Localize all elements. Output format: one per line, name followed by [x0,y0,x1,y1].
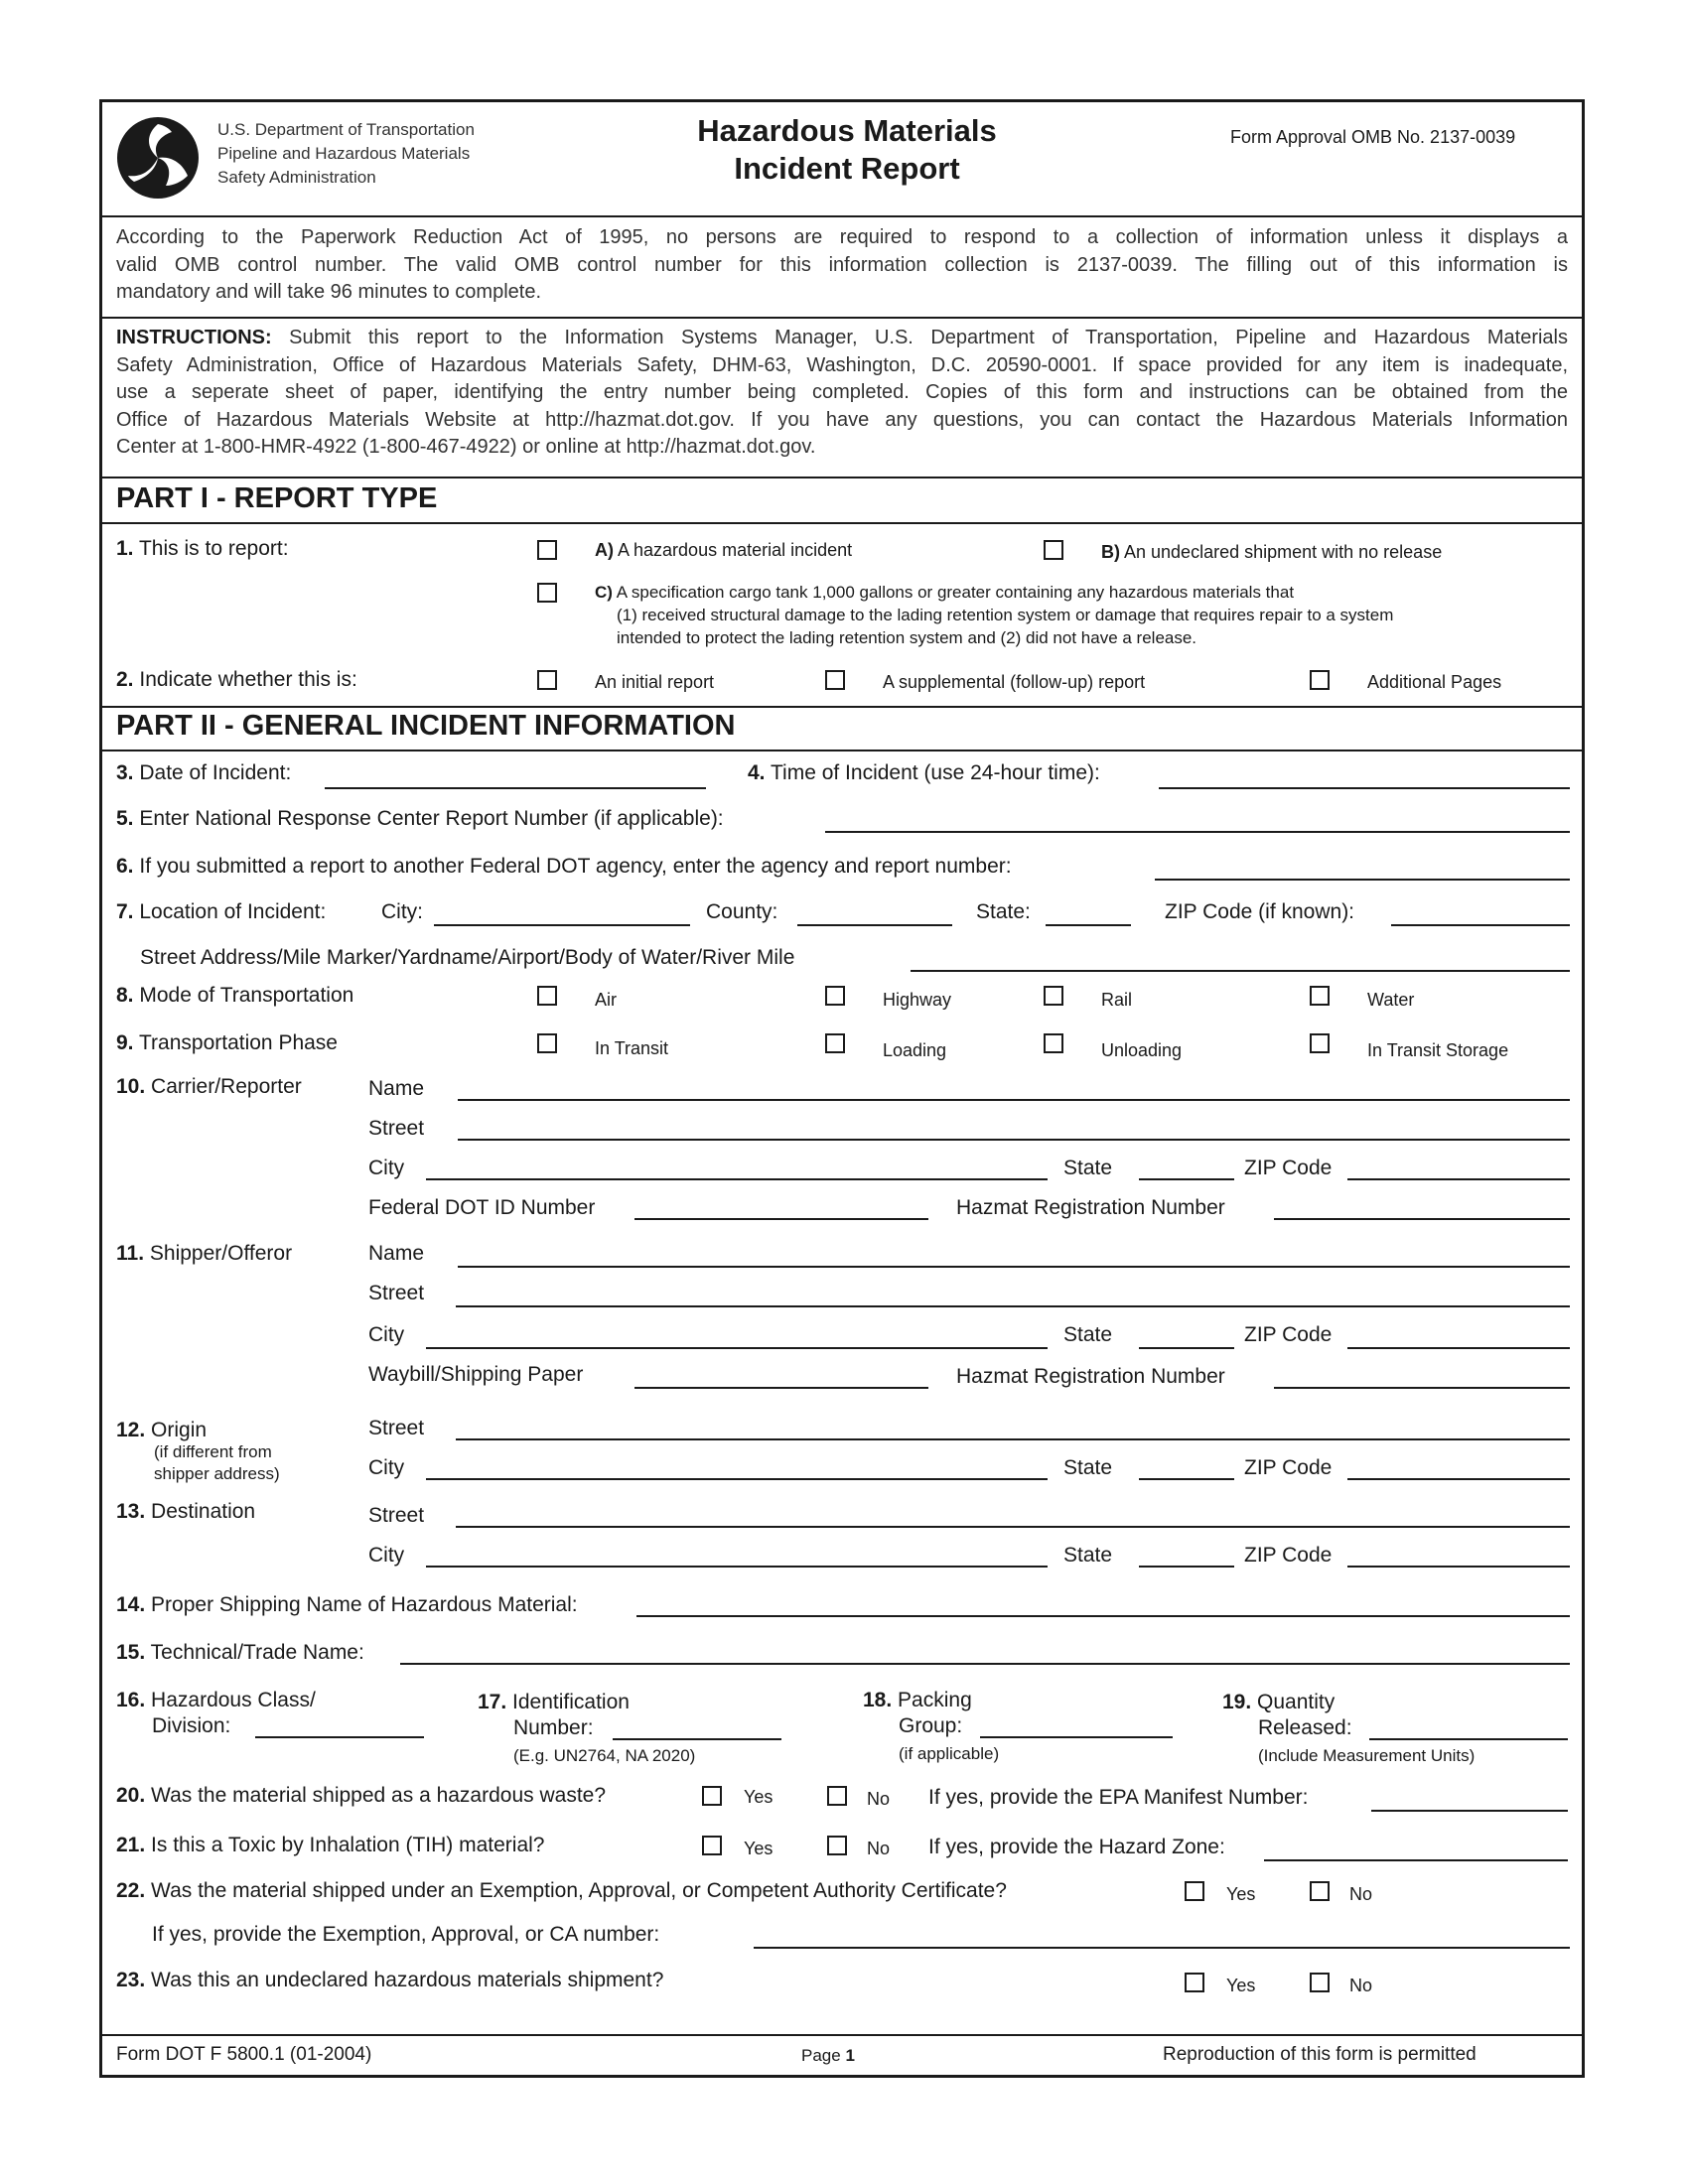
q11-state-label: State [1063,1323,1113,1346]
q21-no-checkbox[interactable] [827,1836,847,1855]
q2-supplemental-checkbox[interactable] [825,670,845,690]
q13-city-input[interactable] [426,1566,1048,1568]
instructions-line-1: Submit this report to the Information Systems Manager, U.S. Department of Transportation, Pipeline and Hazardous Materials [271,327,1568,348]
q9-loading-checkbox[interactable] [825,1033,845,1053]
q9-loading-label: Loading [883,1040,947,1060]
q7-county-input[interactable] [797,924,952,926]
q9-in-transit-checkbox[interactable] [537,1033,557,1053]
q11-hazmat-reg-input[interactable] [1274,1387,1570,1389]
q11-city-label: City [368,1323,405,1346]
q11-label: 11. Shipper/Offeror [116,1242,293,1265]
q6-label: 6. If you submitted a report to another Federal DOT agency, enter the agency and report number: [116,855,1012,878]
q21-hazard-zone-input[interactable] [1264,1859,1568,1861]
q21-no-label: No [867,1839,891,1858]
agency-line-2: Pipeline and Hazardous Materials [217,144,471,163]
q14-shipping-name-input[interactable] [636,1615,1570,1617]
q11-zip-input[interactable] [1347,1347,1570,1349]
q7-label: 7. Location of Incident: [116,900,327,923]
agency-line-1: U.S. Department of Transportation [217,120,475,139]
q7-county-label: County: [706,900,778,923]
q22-exemption-number-input[interactable] [754,1947,1570,1949]
q9-unloading-checkbox[interactable] [1044,1033,1063,1053]
q11-city-input[interactable] [426,1347,1048,1349]
q12-street-input[interactable] [456,1438,1570,1440]
q13-street-input[interactable] [456,1526,1570,1528]
q1-label: 1. This is to report: [116,537,289,560]
q18-label: 18. Packing [863,1689,972,1711]
q12-state-label: State [1063,1456,1113,1479]
q21-followup-label: If yes, provide the Hazard Zone: [928,1836,1225,1858]
q11-waybill-input[interactable] [634,1387,928,1389]
q10-state-label: State [1063,1157,1113,1179]
q9-label: 9. Transportation Phase [116,1031,338,1054]
q10-street-input[interactable] [458,1139,1570,1141]
q19-note: (Include Measurement Units) [1258,1746,1476,1765]
q10-street-label: Street [368,1117,425,1140]
q5-nrc-number-input[interactable] [825,831,1570,833]
q8-highway-label: Highway [883,990,952,1010]
q2-additional-pages-label: Additional Pages [1367,672,1502,692]
q3-label: 3. Date of Incident: [116,761,292,784]
paperwork-line-3: mandatory and will take 96 minutes to complete. [116,281,541,303]
q21-label: 21. Is this a Toxic by Inhalation (TIH) material? [116,1834,545,1856]
divider [102,215,1582,217]
q9-in-transit-storage-checkbox[interactable] [1310,1033,1330,1053]
q20-followup-label: If yes, provide the EPA Manifest Number: [928,1786,1309,1809]
q9-in-transit-storage-label: In Transit Storage [1367,1040,1509,1060]
q9-unloading-label: Unloading [1101,1040,1183,1060]
page-number: Page 1 [801,2046,855,2065]
q2-initial-label: An initial report [595,672,715,692]
q19-quantity-input[interactable] [1369,1738,1568,1740]
q20-no-label: No [867,1789,891,1809]
instructions-line-5: Center at 1-800-HMR-4922 (1-800-467-4922) or online at http://hazmat.dot.gov. [116,436,816,458]
q8-air-label: Air [595,990,617,1010]
q1-option-b-checkbox[interactable] [1044,540,1063,560]
q7-state-label: State: [976,900,1031,923]
q22-label: 22. Was the material shipped under an Exemption, Approval, or Competent Authority Certificate? [116,1879,1007,1902]
divider [102,477,1582,478]
q20-no-checkbox[interactable] [827,1786,847,1806]
q2-label: 2. Indicate whether this is: [116,668,357,691]
q2-supplemental-label: A supplemental (follow-up) report [883,672,1146,692]
q21-yes-label: Yes [744,1839,774,1858]
q8-water-checkbox[interactable] [1310,986,1330,1006]
q7-state-input[interactable] [1046,924,1131,926]
q18-label-line-2: Group: [899,1714,963,1737]
q4-label: 4. Time of Incident (use 24-hour time): [748,761,1100,784]
q1-option-b-label: B) An undeclared shipment with no release [1101,542,1443,562]
q8-rail-label: Rail [1101,990,1133,1010]
q22-yes-checkbox[interactable] [1185,1881,1204,1901]
q19-label: 19. Quantity [1222,1691,1336,1713]
q7-city-input[interactable] [434,924,690,926]
instructions-label: INSTRUCTIONS: [116,327,272,348]
q4-time-input[interactable] [1159,787,1570,789]
q23-yes-checkbox[interactable] [1185,1973,1204,1992]
q18-packing-group-input[interactable] [980,1736,1173,1738]
q23-no-label: No [1349,1976,1373,1995]
divider [102,750,1582,751]
q10-state-input[interactable] [1139,1178,1234,1180]
incident-report-form [99,99,1585,2078]
q20-label: 20. Was the material shipped as a hazardous waste? [116,1784,607,1807]
divider [102,522,1582,524]
q5-label: 5. Enter National Response Center Report Number (if applicable): [116,807,724,830]
divider [102,2034,1582,2036]
divider [102,706,1582,708]
q10-hazmat-reg-input[interactable] [1274,1218,1570,1220]
q8-label: 8. Mode of Transportation [116,984,354,1007]
q8-rail-checkbox[interactable] [1044,986,1063,1006]
q20-epa-manifest-input[interactable] [1371,1810,1568,1812]
q14-label: 14. Proper Shipping Name of Hazardous Material: [116,1593,578,1616]
q8-highway-checkbox[interactable] [825,986,845,1006]
q19-label-line-2: Released: [1258,1716,1352,1739]
q11-street-input[interactable] [456,1305,1570,1307]
q20-yes-label: Yes [744,1787,774,1807]
q7-city-label: City: [381,900,423,923]
q22-no-label: No [1349,1884,1373,1904]
q8-air-checkbox[interactable] [537,986,557,1006]
q11-zip-label: ZIP Code [1244,1323,1333,1346]
q2-initial-checkbox[interactable] [537,670,557,690]
form-title-line-1: Hazardous Materials [697,113,997,148]
q1-option-a-label: A) A hazardous material incident [595,540,853,560]
part1-title: PART I - REPORT TYPE [116,482,438,514]
q16-label-line-2: Division: [152,1714,231,1737]
instructions-line-3: use a seperate sheet of paper, identifying the entry number being completed. Copies of this form and instructions can be obtained from the [116,381,1568,403]
q10-city-input[interactable] [426,1178,1048,1180]
q11-waybill-label: Waybill/Shipping Paper [368,1363,584,1386]
q15-trade-name-input[interactable] [400,1663,1570,1665]
q18-note: (if applicable) [899,1744,1000,1763]
q11-state-input[interactable] [1139,1347,1234,1349]
reproduction-notice: Reproduction of this form is permitted [1163,2044,1477,2065]
q20-yes-checkbox[interactable] [702,1786,722,1806]
q17-note: (E.g. UN2764, NA 2020) [513,1746,696,1765]
q13-zip-label: ZIP Code [1244,1544,1333,1567]
q13-city-label: City [368,1544,405,1567]
q12-label: 12. Origin [116,1419,208,1441]
q12-sub-line-2: shipper address) [154,1464,280,1483]
q1-option-a-checkbox[interactable] [537,540,557,560]
q17-label: 17. Identification [478,1691,630,1713]
paperwork-line-2: valid OMB control number. The valid OMB control number for this information collection is 2137-0039. The filling out of this information is [116,253,1568,276]
form-id: Form DOT F 5800.1 (01-2004) [116,2044,372,2065]
part2-title: PART II - GENERAL INCIDENT INFORMATION [116,710,736,742]
q10-zip-label: ZIP Code [1244,1157,1333,1179]
q10-dot-id-input[interactable] [634,1218,928,1220]
q12-zip-input[interactable] [1347,1478,1570,1480]
q17-label-line-2: Number: [513,1716,594,1739]
q12-city-input[interactable] [426,1478,1048,1480]
q11-hazmat-reg-label: Hazmat Registration Number [956,1365,1225,1388]
q8-water-label: Water [1367,990,1415,1010]
q10-name-input[interactable] [458,1099,1570,1101]
q22-followup-label: If yes, provide the Exemption, Approval, or CA number: [152,1923,660,1946]
q13-zip-input[interactable] [1347,1566,1570,1568]
q16-label: 16. Hazardous Class/ [116,1689,316,1711]
q3-date-input[interactable] [325,787,706,789]
q13-label: 13. Destination [116,1500,256,1523]
form-title [658,112,1036,188]
q7-zip-input[interactable] [1391,924,1570,926]
q11-street-label: Street [368,1282,425,1304]
q12-city-label: City [368,1456,405,1479]
q10-name-label: Name [368,1077,425,1100]
q21-yes-checkbox[interactable] [702,1836,722,1855]
q17-id-number-input[interactable] [613,1738,781,1740]
q1-option-c-line-2: (1) received structural damage to the lading retention system or damage that requires repair to a system [617,606,1394,624]
q6-agency-report-input[interactable] [1155,879,1570,881]
q13-street-label: Street [368,1504,425,1527]
q2-additional-pages-checkbox[interactable] [1310,670,1330,690]
q13-state-input[interactable] [1139,1566,1234,1568]
q22-no-checkbox[interactable] [1310,1881,1330,1901]
q10-dot-id-label: Federal DOT ID Number [368,1196,596,1219]
q23-label: 23. Was this an undeclared hazardous materials shipment? [116,1969,664,1991]
q9-in-transit-label: In Transit [595,1038,669,1058]
form-title-line-2: Incident Report [734,151,960,186]
q11-name-input[interactable] [458,1266,1570,1268]
q12-sub-line-1: (if different from [154,1442,272,1461]
q11-name-label: Name [368,1242,425,1265]
instructions-line-2: Safety Administration, Office of Hazardous Materials Safety, DHM-63, Washington, D.C. 20590-0001. If space provided for any item is inadequate, [116,353,1568,376]
q13-state-label: State [1063,1544,1113,1567]
q1-option-c-line-3: intended to protect the lading retention system and (2) did not have a release. [617,628,1197,647]
q23-no-checkbox[interactable] [1310,1973,1330,1992]
q12-zip-label: ZIP Code [1244,1456,1333,1479]
q22-yes-label: Yes [1226,1884,1256,1904]
q23-yes-label: Yes [1226,1976,1256,1995]
divider [102,317,1582,319]
paperwork-line-1: According to the Paperwork Reduction Act of 1995, no persons are required to respond to a collection of information unless it displays a [116,226,1568,248]
paperwork-notice [116,224,1568,307]
q10-zip-input[interactable] [1347,1178,1570,1180]
q16-class-input[interactable] [255,1736,424,1738]
q1-option-c-checkbox[interactable] [537,583,557,603]
q10-label: 10. Carrier/Reporter [116,1075,302,1098]
omb-approval: Form Approval OMB No. 2137-0039 [1230,127,1516,147]
q10-city-label: City [368,1157,405,1179]
q15-label: 15. Technical/Trade Name: [116,1641,364,1664]
dot-logo-icon [116,116,200,200]
q7-zip-label: ZIP Code (if known): [1165,900,1355,923]
q7-street-label: Street Address/Mile Marker/Yardname/Airport/Body of Water/River Mile [140,946,795,969]
instructions-line-4: Office of Hazardous Materials Website at http://hazmat.dot.gov. If you have any questions, you can contact the Hazardous Materials Information [116,408,1568,431]
q10-hazmat-reg-label: Hazmat Registration Number [956,1196,1225,1219]
q1-option-c-label: C) A specification cargo tank 1,000 gallons or greater containing any hazardous materials that [595,583,1295,602]
q7-street-input[interactable] [911,970,1570,972]
agency-line-3: Safety Administration [217,168,376,187]
q12-state-input[interactable] [1139,1478,1234,1480]
instructions [116,325,1568,462]
q12-street-label: Street [368,1417,425,1439]
